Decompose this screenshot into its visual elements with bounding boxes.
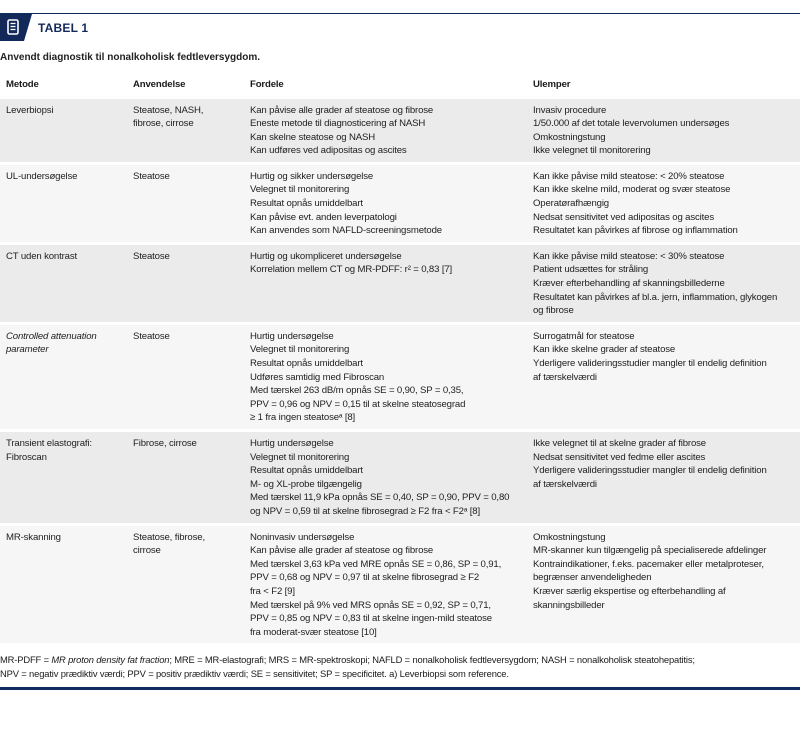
- column-header-fordele: Fordele: [250, 79, 284, 91]
- cell-line: Steatose: [133, 250, 170, 262]
- footnote-line-2: NPV = negativ prædiktiv værdi; PPV = positiv prædiktiv værdi; SE = sensitivitet; SP = specificitet. a) Leverbiopsi som reference.: [0, 668, 509, 680]
- cell-line: Velegnet til monitorering: [250, 184, 350, 196]
- cell-fordele: [244, 323, 527, 430]
- cell-line: Hurtig og sikker undersøgelse: [250, 170, 374, 182]
- cell-line: Omkostningstung: [533, 531, 606, 543]
- column-header-ulemper: Ulemper: [533, 79, 571, 91]
- cell-line: Kan skelne steatose og NASH: [250, 131, 376, 143]
- cell-line: Kan anvendes som NAFLD-screeningsmetode: [250, 225, 442, 237]
- cell-line: Med tærskel 263 dB/m opnås SE = 0,90, SP = 0,35,: [250, 385, 464, 397]
- cell-ulemper: [527, 97, 800, 163]
- table-label: TABEL 1: [38, 20, 89, 35]
- cell-ulemper: [527, 524, 800, 643]
- cell-metode: [0, 163, 127, 243]
- cell-line: MR-skanner kun tilgængelig på specialiserede afdelinger: [533, 545, 767, 557]
- cell-line: CT uden kontrast: [6, 250, 78, 262]
- cell-line: fra < F2 [9]: [250, 585, 295, 597]
- cell-line: Kan påvise alle grader af steatose og fibrose: [250, 545, 434, 557]
- table-row: [0, 430, 800, 524]
- cell-line: Velegnet til monitorering: [250, 451, 350, 463]
- cell-line: Resultatet kan påvirkes af fibrose og inflammation: [533, 225, 738, 237]
- cell-metode: [0, 97, 127, 163]
- cell-line: Operatørafhængig: [533, 198, 609, 210]
- table-caption: Anvendt diagnostik til nonalkoholisk fedtleversygdom.: [0, 52, 261, 63]
- table-row: [0, 163, 800, 243]
- cell-metode: [0, 524, 127, 643]
- cell-line: Hurtig undersøgelse: [250, 330, 334, 342]
- cell-line: parameter: [6, 344, 49, 356]
- cell-anvendelse: [127, 524, 244, 643]
- cell-anvendelse: [127, 430, 244, 524]
- table-header: [0, 14, 800, 41]
- table-row: [0, 97, 800, 163]
- cell-fordele: [244, 97, 527, 163]
- cell-line: Kan ikke påvise mild steatose: < 20% steatose: [533, 170, 725, 182]
- cell-line: Kræver efterbehandling af skanningsbillederne: [533, 278, 725, 290]
- cell-line: Ikke velegnet til at skelne grader af fibrose: [533, 437, 706, 449]
- cell-fordele: [244, 430, 527, 524]
- cell-line: Eneste metode til diagnosticering af NASH: [250, 118, 426, 130]
- cell-line: Yderligere valideringsstudier mangler til endelig definition: [533, 465, 767, 477]
- table-footnote: [0, 653, 800, 681]
- cell-line: Fibrose, cirrose: [133, 437, 197, 449]
- cell-ulemper: [527, 430, 800, 524]
- cell-line: cirrose: [133, 545, 161, 557]
- cell-line: Kan ikke skelne mild, moderat og svær steatose: [533, 184, 731, 196]
- cell-line: Resultat opnås umiddelbart: [250, 465, 363, 477]
- cell-line: Kan påvise alle grader af steatose og fibrose: [250, 104, 434, 116]
- cell-anvendelse: [127, 97, 244, 163]
- cell-line: PPV = 0,96 og NPV = 0,15 til at skelne steatosegrad: [250, 398, 466, 410]
- cell-line: Velegnet til monitorering: [250, 344, 350, 356]
- cell-line: Patient udsættes for stråling: [533, 264, 649, 276]
- cell-line: Kræver særlig ekspertise og efterbehandling af: [533, 585, 726, 597]
- document-list-icon: [0, 14, 32, 41]
- cell-fordele: [244, 524, 527, 643]
- cell-line: Med tærskel 11,9 kPa opnås SE = 0,40, SP = 0,90, PPV = 0,80: [250, 492, 510, 504]
- cell-line: Omkostningstung: [533, 131, 606, 143]
- cell-line: Korrelation mellem CT og MR-PDFF: r² = 0,83 [7]: [250, 264, 453, 276]
- table-row: [0, 323, 800, 430]
- column-header-metode: Metode: [6, 79, 39, 91]
- cell-metode: [0, 430, 127, 524]
- cell-line: og NPV = 0,59 til at skelne fibrosegrad ≥ F2 fra < F2ᵃ [8]: [250, 505, 480, 517]
- cell-line: Resultat opnås umiddelbart: [250, 198, 363, 210]
- cell-line: Steatose, NASH,: [133, 104, 204, 116]
- cell-line: PPV = 0,68 og NPV = 0,97 til at skelne fibrosegrad ≥ F2: [250, 572, 479, 584]
- cell-line: Fibroscan: [6, 451, 47, 463]
- cell-fordele: [244, 243, 527, 323]
- footnote-line-1: MR-PDFF = MR proton density fat fraction; MRE = MR-elastografi; MRS = MR-spektroskopi; NAFLD = nonalkoholisk fedtleversygdom; NASH = nonalkoholisk steatohepatitis;: [0, 654, 695, 666]
- cell-line: af tærskelværdi: [533, 371, 597, 383]
- cell-line: Invasiv procedure: [533, 104, 607, 116]
- cell-line: PPV = 0,85 og NPV = 0,83 til at skelne ingen-mild steatose: [250, 613, 492, 625]
- cell-line: ≥ 1 fra ingen steatoseᵃ [8]: [250, 412, 356, 424]
- column-header-anvendelse: Anvendelse: [133, 79, 186, 91]
- cell-line: Resultatet kan påvirkes af bl.a. jern, inflammation, glykogen: [533, 291, 778, 303]
- cell-line: Yderligere valideringsstudier mangler til endelig definition: [533, 358, 767, 369]
- cell-line: Resultat opnås umiddelbart: [250, 358, 363, 369]
- table-row: [0, 524, 800, 643]
- cell-line: Hurtig og ukompliceret undersøgelse: [250, 250, 402, 262]
- cell-line: Kan påvise evt. anden leverpatologi: [250, 211, 397, 223]
- cell-metode: [0, 243, 127, 323]
- cell-line: begrænser anvendeligheden: [533, 572, 652, 584]
- cell-line: 1/50.000 af det totale levervolumen undersøges: [533, 118, 730, 130]
- cell-line: fra moderat-svær steatose [10]: [250, 626, 377, 638]
- diagnostics-table: [0, 75, 800, 643]
- cell-line: Leverbiopsi: [6, 104, 54, 116]
- cell-line: Transient elastografi:: [6, 437, 92, 449]
- table-row: [0, 243, 800, 323]
- cell-line: Surrogatmål for steatose: [533, 330, 635, 342]
- cell-line: og fibrose: [533, 305, 574, 317]
- cell-line: MR-skanning: [6, 531, 61, 543]
- cell-fordele: [244, 163, 527, 243]
- cell-line: Med tærskel 3,63 kPa ved MRE opnås SE = 0,86, SP = 0,91,: [250, 558, 502, 570]
- cell-ulemper: [527, 323, 800, 430]
- cell-line: Kontraindikationer, f.eks. pacemaker eller metalproteser,: [533, 558, 764, 570]
- cell-line: M- og XL-probe tilgængelig: [250, 478, 362, 490]
- cell-anvendelse: [127, 163, 244, 243]
- cell-ulemper: [527, 243, 800, 323]
- cell-line: Noninvasiv undersøgelse: [250, 531, 355, 543]
- cell-line: af tærskelværdi: [533, 478, 597, 490]
- cell-line: fibrose, cirrose: [133, 118, 194, 130]
- cell-line: Med tærskel på 9% ved MRS opnås SE = 0,92, SP = 0,71,: [250, 599, 491, 611]
- cell-line: Kan udføres ved adipositas og ascites: [250, 145, 407, 157]
- cell-line: Udføres samtidig med Fibroscan: [250, 371, 385, 383]
- cell-line: Steatose: [133, 170, 170, 182]
- cell-line: Kan ikke skelne grader af steatose: [533, 344, 676, 356]
- cell-line: Hurtig undersøgelse: [250, 437, 334, 449]
- cell-line: Nedsat sensitivitet ved fedme eller ascites: [533, 451, 706, 463]
- table-header-row: [0, 75, 800, 97]
- cell-line: Ikke velegnet til monitorering: [533, 145, 651, 157]
- cell-line: Steatose: [133, 330, 170, 342]
- cell-line: Kan ikke påvise mild steatose: < 30% steatose: [533, 250, 725, 262]
- cell-anvendelse: [127, 243, 244, 323]
- cell-anvendelse: [127, 323, 244, 430]
- cell-line: skanningsbilleder: [533, 599, 605, 611]
- bottom-rule: [0, 687, 800, 690]
- cell-line: Nedsat sensitivitet ved adipositas og ascites: [533, 211, 714, 223]
- cell-line: Controlled attenuation: [6, 330, 97, 342]
- cell-metode: [0, 323, 127, 430]
- cell-line: Steatose, fibrose,: [133, 531, 205, 543]
- cell-ulemper: [527, 163, 800, 243]
- cell-line: UL-undersøgelse: [6, 170, 78, 182]
